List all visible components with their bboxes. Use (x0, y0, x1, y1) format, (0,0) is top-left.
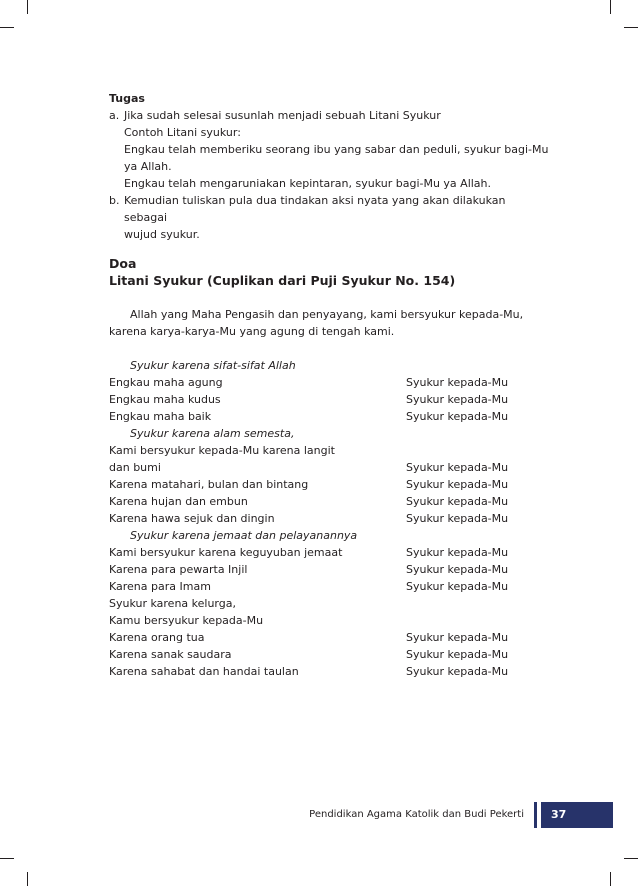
litany-row (109, 629, 549, 646)
litany-petition: Kamu bersyukur kepada-Mu (109, 614, 264, 627)
litany-row (109, 663, 549, 680)
litany-petition: Karena matahari, bulan dan bintang (109, 478, 309, 491)
litany-row (109, 408, 549, 425)
task-marker-a: a. (109, 109, 120, 122)
doa-intro-line: Allah yang Maha Pengasih dan penyayang, kami bersyukur kepada-Mu, (130, 308, 524, 321)
litany-row (109, 578, 549, 595)
litany-petition: Karena para Imam (109, 580, 211, 593)
litany-petition: Kami bersyukur karena keguyuban jemaat (109, 546, 343, 559)
litany-response: Syukur kepada-Mu (406, 580, 509, 593)
task-heading: Tugas (109, 92, 145, 105)
crop-mark (0, 27, 14, 28)
task-item-b (109, 192, 549, 243)
litany-response: Syukur kepada-Mu (406, 665, 509, 678)
litany-response: Syukur kepada-Mu (406, 563, 509, 576)
example-line: Engkau telah memberiku seorang ibu yang sabar dan peduli, syukur bagi-Mu (124, 143, 549, 156)
litany-petition: Engkau maha agung (109, 376, 223, 389)
task-marker-b: b. (109, 194, 120, 207)
litany-subheading: Syukur karena sifat-sifat Allah (130, 359, 296, 372)
example-label: Contoh Litani syukur: (124, 126, 241, 139)
litany-row (109, 391, 549, 408)
crop-mark (610, 0, 611, 14)
litany-row (109, 612, 549, 629)
litany-row (109, 459, 549, 476)
litany-response: Syukur kepada-Mu (406, 495, 509, 508)
doa-intro (109, 306, 549, 340)
crop-mark (610, 872, 611, 886)
litany-response: Syukur kepada-Mu (406, 478, 509, 491)
task-item-a (109, 107, 549, 192)
crop-mark (27, 872, 28, 886)
litany-row (109, 646, 549, 663)
litany-petition: Kami bersyukur kepada-Mu karena langit (109, 444, 335, 457)
example-line: Engkau telah mengaruniakan kepintaran, syukur bagi-Mu ya Allah. (124, 177, 492, 190)
footer-book-title: Pendidikan Agama Katolik dan Budi Pekerti (309, 809, 524, 820)
crop-mark (624, 858, 638, 859)
crop-mark (0, 858, 14, 859)
litany-petition: Engkau maha baik (109, 410, 212, 423)
litany-response: Syukur kepada-Mu (406, 393, 509, 406)
task-b-text: wujud syukur. (124, 228, 200, 241)
litany-petition: Engkau maha kudus (109, 393, 221, 406)
litany-petition: Syukur karena kelurga, (109, 597, 236, 610)
crop-mark (624, 27, 638, 28)
task-a-text: Jika sudah selesai susunlah menjadi sebuah Litani Syukur (124, 109, 441, 122)
litany-row (109, 442, 549, 459)
litany-response: Syukur kepada-Mu (406, 631, 509, 644)
litany-row (109, 476, 549, 493)
litany-row (109, 493, 549, 510)
litany-petition: Karena hawa sejuk dan dingin (109, 512, 275, 525)
litany-list (109, 357, 549, 680)
litany-row (109, 595, 549, 612)
doa-intro-line: karena karya-karya-Mu yang agung di tengah kami. (109, 325, 395, 338)
litany-response: Syukur kepada-Mu (406, 648, 509, 661)
litany-row (109, 561, 549, 578)
example-line: ya Allah. (124, 160, 172, 173)
page-content (109, 90, 549, 680)
litany-petition: Karena sanak saudara (109, 648, 232, 661)
litany-row (109, 374, 549, 391)
litany-row (109, 544, 549, 561)
litany-response: Syukur kepada-Mu (406, 546, 509, 559)
litany-row (109, 510, 549, 527)
litany-petition: Karena para pewarta Injil (109, 563, 248, 576)
litany-subheading: Syukur karena alam semesta, (130, 427, 295, 440)
litany-petition: Karena sahabat dan handai taulan (109, 665, 299, 678)
doa-title: Doa (109, 256, 137, 271)
litany-response: Syukur kepada-Mu (406, 410, 509, 423)
litany-response: Syukur kepada-Mu (406, 512, 509, 525)
litany-response: Syukur kepada-Mu (406, 376, 509, 389)
litany-subheading: Syukur karena jemaat dan pelayanannya (130, 529, 358, 542)
doa-subtitle: Litani Syukur (Cuplikan dari Puji Syukur No. 154) (109, 273, 456, 288)
litany-petition: Karena hujan dan embun (109, 495, 248, 508)
litany-response: Syukur kepada-Mu (406, 461, 509, 474)
crop-mark (27, 0, 28, 14)
litany-petition: Karena orang tua (109, 631, 205, 644)
page-number: 37 (541, 802, 613, 828)
litany-petition: dan bumi (109, 461, 161, 474)
footer-divider (534, 802, 537, 828)
task-b-text: Kemudian tuliskan pula dua tindakan aksi nyata yang akan dilakukan sebagai (124, 194, 506, 224)
